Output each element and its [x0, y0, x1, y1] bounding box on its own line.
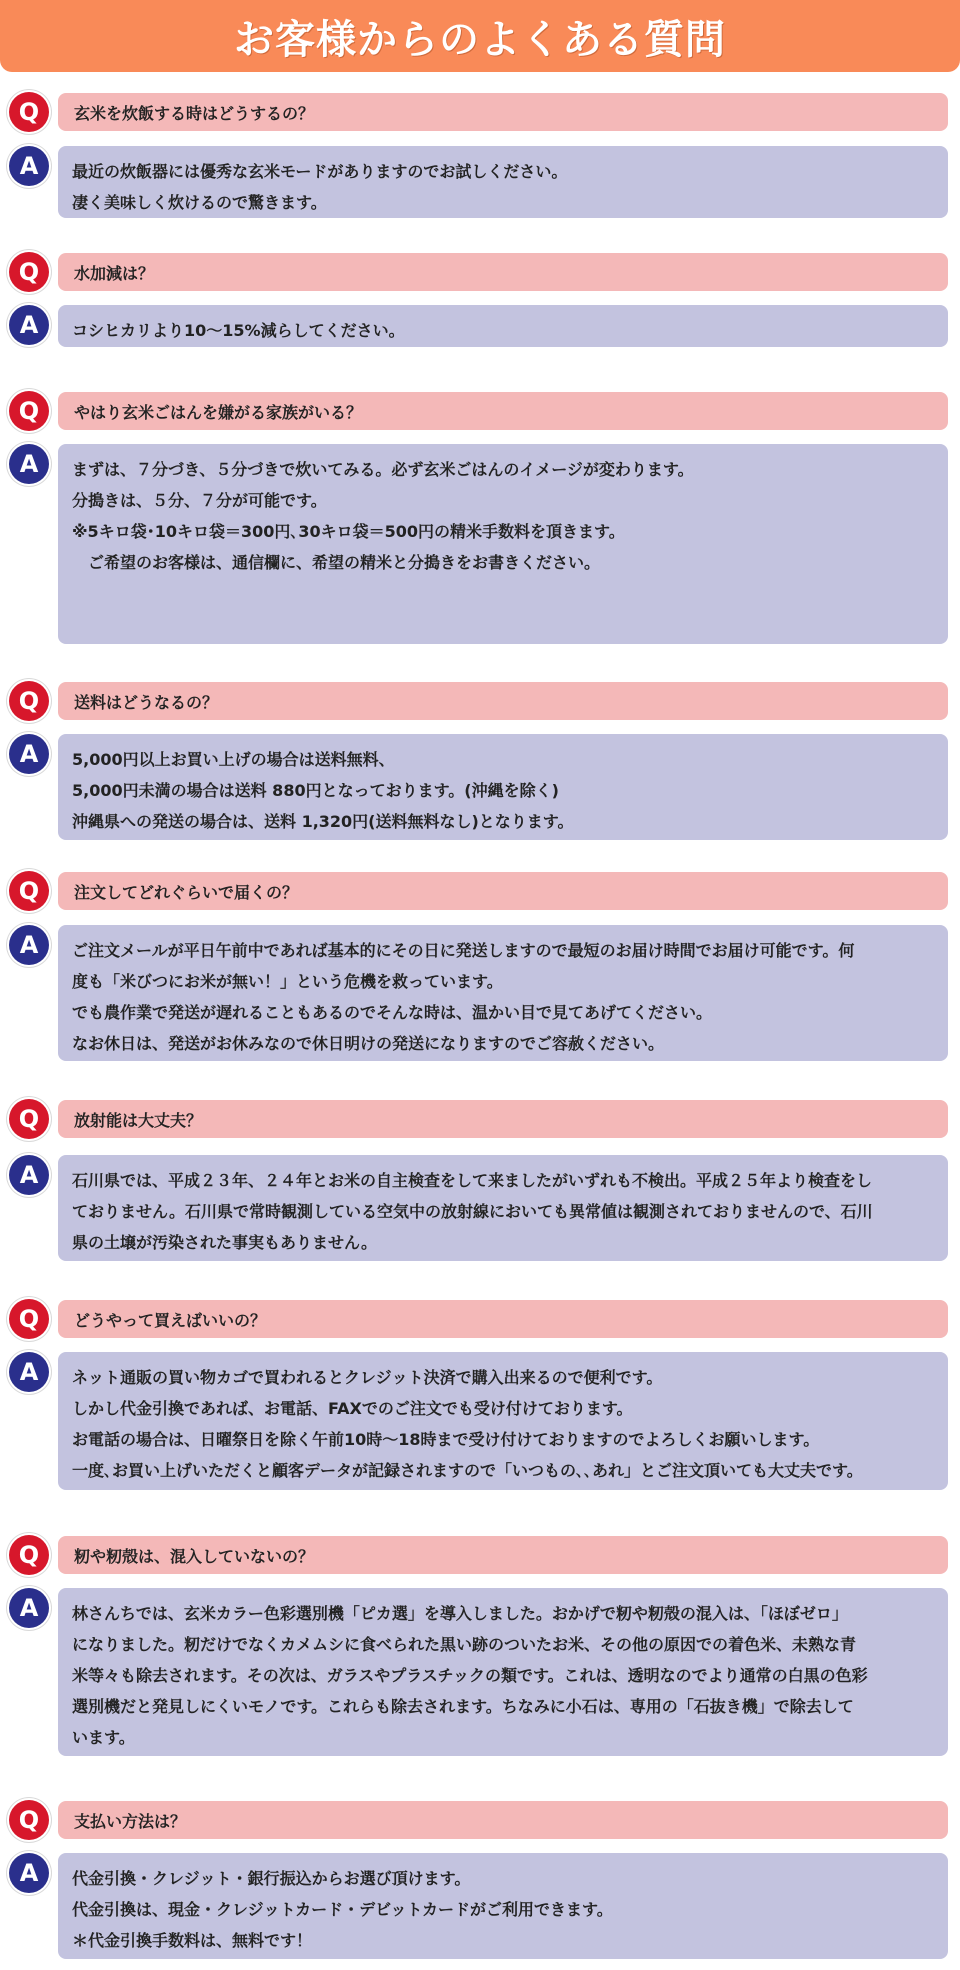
faq-question: 玄米を炊飯する時はどうするの？ — [58, 93, 948, 131]
question-badge-icon: Q — [9, 252, 49, 292]
question-badge-icon: Q — [9, 871, 49, 911]
faq-answer-line: ※5キロ袋･10キロ袋＝300円､30キロ袋＝500円の精米手数料を頂きます。 — [72, 522, 625, 541]
answer-badge-icon: A — [9, 305, 49, 345]
faq-answer — [58, 734, 948, 840]
answer-badge-icon: A — [9, 1588, 49, 1628]
faq-answer-line: 5,000円未満の場合は送料 880円となっております。(沖縄を除く) — [72, 781, 559, 800]
faq-answer-line: お電話の場合は、日曜祭日を除く午前10時～18時まで受け付けておりますのでよろしくお願いします。 — [72, 1430, 820, 1449]
faq-answer-line: 5,000円以上お買い上げの場合は送料無料、 — [72, 750, 395, 769]
faq-answer-line: 代金引換は、現金・クレジットカード・デビットカードがご利用できます。 — [72, 1900, 613, 1919]
faq-question: 注文してどれぐらいで届くの？ — [58, 872, 948, 910]
faq-answer — [58, 1352, 948, 1490]
answer-badge-icon: A — [9, 1155, 49, 1195]
question-badge-icon: Q — [9, 1535, 49, 1575]
faq-answer-line: 沖縄県への発送の場合は、送料 1,320円(送料無料なし)となります。 — [72, 812, 574, 831]
question-badge-icon: Q — [9, 1299, 49, 1339]
answer-badge-icon: A — [9, 146, 49, 186]
question-badge-icon: Q — [9, 681, 49, 721]
faq-answer — [58, 146, 948, 218]
faq-question: やはり玄米ごはんを嫌がる家族がいる？ — [58, 392, 948, 430]
faq-answer-line: 度も「米びつにお米が無い！」という危機を救っています。 — [72, 972, 503, 991]
answer-badge-icon: A — [9, 1352, 49, 1392]
answer-badge-icon: A — [9, 444, 49, 484]
faq-answer-line: 分搗きは、５分、７分が可能です。 — [72, 491, 327, 510]
page-title: お客様からのよくある質問 — [234, 16, 726, 63]
faq-answer-line: コシヒカリより10～15%減らしてください。 — [72, 321, 405, 340]
faq-answer-line: 最近の炊飯器には優秀な玄米モードがありますのでお試しください。 — [72, 162, 568, 181]
faq-question: 水加減は？ — [58, 253, 948, 291]
faq-answer — [58, 925, 948, 1061]
faq-answer — [58, 1588, 948, 1756]
faq-answer-line: なお休日は、発送がお休みなので休日明けの発送になりますのでご容赦ください。 — [72, 1034, 665, 1053]
faq-answer — [58, 305, 948, 347]
faq-answer-line: います。 — [72, 1728, 135, 1747]
faq-answer-line: ＊代金引換手数料は、無料です！ — [72, 1931, 313, 1950]
faq-answer-line: 林さんちでは、玄米カラー色彩選別機「ピカ選」を導入しました。おかげで籾や籾殻の混入は、「ほぼゼロ」 — [72, 1604, 848, 1623]
faq-answer-line: 凄く美味しく炊けるので驚きます。 — [72, 193, 327, 212]
faq-answer-line: でも農作業で発送が遅れることもあるのでそんな時は、温かい目で見てあげてください。 — [72, 1003, 713, 1022]
answer-badge-icon: A — [9, 1853, 49, 1893]
faq-question: 放射能は大丈夫？ — [58, 1100, 948, 1138]
faq-answer — [58, 444, 948, 644]
faq-answer-line: になりました。籾だけでなくカメムシに食べられた黒い跡のついたお米、その他の原因での着色米、未熟な青 — [72, 1635, 857, 1654]
faq-answer-line: 県の土壌が汚染された事実もありません。 — [72, 1233, 377, 1252]
question-badge-icon: Q — [9, 1800, 49, 1840]
faq-answer-line: まずは、７分づき、５分づきで炊いてみる。必ず玄米ごはんのイメージが変わります。 — [72, 460, 694, 479]
faq-answer-line: 選別機だと発見しにくいモノです。これらも除去されます。ちなみに小石は、専用の「石抜き機」で除去して — [72, 1697, 854, 1716]
faq-question: 籾や籾殻は、混入していないの？ — [58, 1536, 948, 1574]
question-badge-icon: Q — [9, 391, 49, 431]
faq-answer-line: ご注文メールが平日午前中であれば基本的にその日に発送しますので最短のお届け時間でお届け可能です。何 — [72, 941, 855, 960]
faq-answer — [58, 1853, 948, 1959]
faq-question: 支払い方法は？ — [58, 1801, 948, 1839]
faq-answer-line: ネット通販の買い物カゴで買われるとクレジット決済で購入出来るので便利です。 — [72, 1368, 663, 1387]
faq-answer-line: 代金引換・クレジット・銀行振込からお選び頂けます。 — [72, 1869, 471, 1888]
answer-badge-icon: A — [9, 925, 49, 965]
faq-question: どうやって買えばいいの？ — [58, 1300, 948, 1338]
answer-badge-icon: A — [9, 734, 49, 774]
faq-answer-line: 石川県では、平成２３年、２４年とお米の自主検査をして来ましたがいずれも不検出。平成２５年より検査をし — [72, 1171, 873, 1190]
faq-answer-line: ご希望のお客様は、通信欄に、希望の精米と分搗きをお書きください。 — [72, 553, 601, 572]
question-badge-icon: Q — [9, 92, 49, 132]
question-badge-icon: Q — [9, 1099, 49, 1139]
faq-answer-line: 米等々も除去されます。その次は、ガラスやプラスチックの類です。これは、透明なのでより通常の白黒の色彩 — [72, 1666, 868, 1685]
page-banner — [0, 0, 960, 72]
faq-answer-line: しかし代金引換であれば、お電話、FAXでのご注文でも受け付けております。 — [72, 1399, 633, 1418]
faq-answer — [58, 1155, 948, 1261]
faq-question: 送料はどうなるの？ — [58, 682, 948, 720]
faq-answer-line: 一度､お買い上げいただくと顧客データが記録されますので「いつもの､､あれ」とご注文頂いても大丈夫です。 — [72, 1461, 863, 1480]
faq-answer-line: ておりません。石川県で常時観測している空気中の放射線においても異常値は観測されておりませんので、石川 — [72, 1202, 873, 1221]
